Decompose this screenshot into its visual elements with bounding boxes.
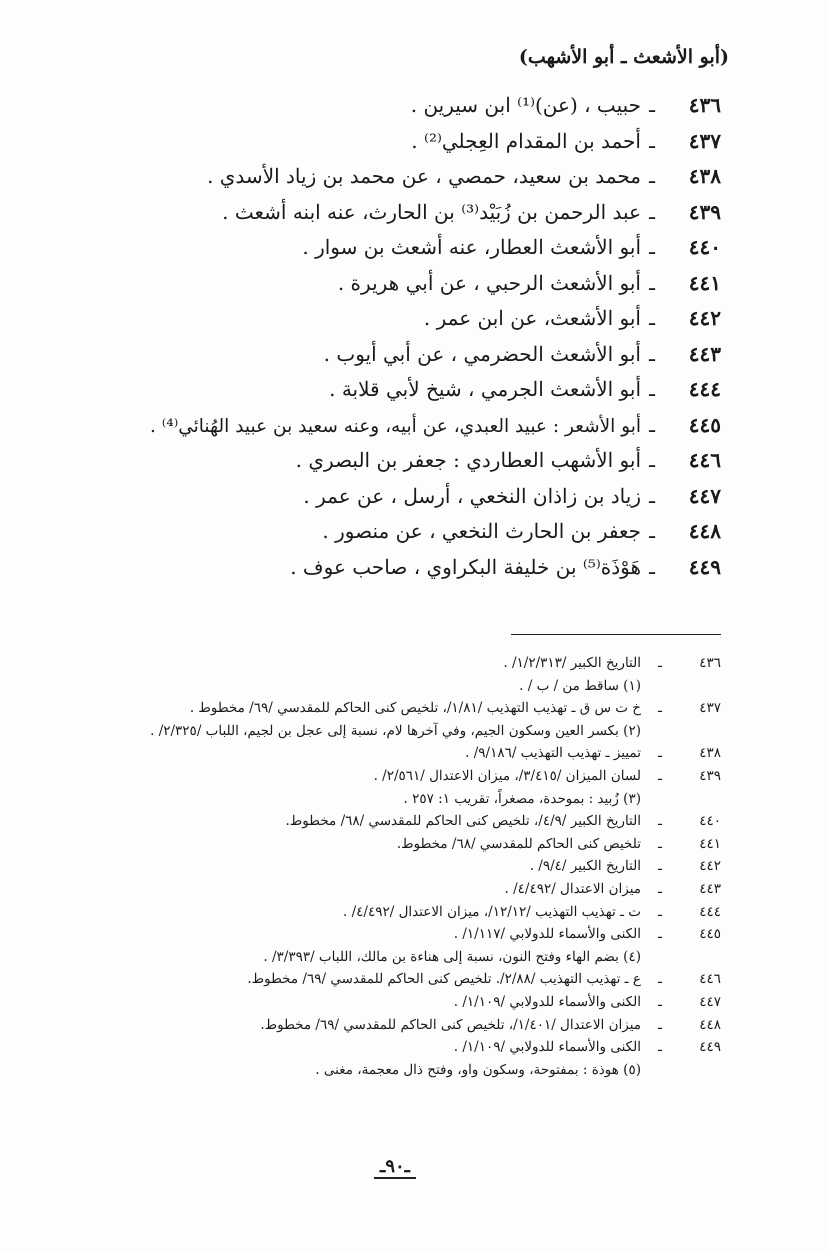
entry-448 — [21, 514, 721, 550]
footnote-line — [21, 810, 721, 833]
entry-list — [21, 88, 721, 585]
footnote-line — [21, 878, 721, 901]
footnote-line — [21, 697, 721, 720]
footnote-dash: ـ — [658, 1039, 662, 1056]
entry-442 — [21, 301, 721, 337]
entry-437 — [21, 124, 721, 160]
footnote-text: خ ت س ق ـ تهذيب التهذيب /١/٨١/، تلخيص كنى الحاكم للمقدسي /٦٩/ مخطوط . — [189, 700, 641, 717]
footnote-text: التاريخ الكبير /١/٢/٣١٣/ . — [503, 655, 641, 671]
footnote-dash: ـ — [658, 1016, 662, 1033]
footnote-text: (١) ساقط من / ب / . — [519, 677, 641, 694]
footnote-ref: ٤٣٧ — [699, 700, 721, 717]
entry-text: أبو الأشعث الرحبي ، عن أبي هريرة . — [337, 270, 641, 295]
entry-436 — [21, 88, 721, 124]
entry-text: أبو الأشهب العطاردي : جعفر بن البصري . — [295, 448, 641, 472]
footnote-dash: ـ — [658, 903, 662, 920]
footnote-line — [21, 652, 721, 675]
footnote-line — [21, 675, 721, 698]
footnote-text: ميزان الاعتدال /١/٤٠١/، تلخيص كنى الحاكم للمقدسي /٦٩/ مخطوط. — [260, 1016, 641, 1033]
footnote-line — [21, 765, 721, 788]
footnote-list — [21, 652, 721, 1081]
entry-449 — [21, 550, 721, 586]
footnote-dash: ـ — [658, 745, 662, 762]
footnote-dash: ـ — [658, 926, 662, 943]
footnote-line — [21, 901, 721, 924]
footnote-line — [21, 788, 721, 811]
entry-444 — [21, 372, 721, 408]
footnote-ref: ٤٤٩ — [699, 1039, 721, 1056]
footnote-text: الكنى والأسماء للدولابي /١/١٠٩/ . — [453, 1039, 641, 1056]
footnote-text: التاريخ الكبير /٩/٤/ . — [529, 858, 641, 875]
footnote-text: تلخيص كنى الحاكم للمقدسي /٦٨/ مخطوط. — [396, 835, 641, 852]
entry-number: ٤٤٤ — [688, 377, 721, 401]
footnote-ref: ٤٤١ — [699, 835, 721, 852]
entry-text: أبو الأشعث الجرمي ، شيخ لأبي قلابة . — [329, 377, 641, 401]
footnote-line — [21, 1014, 721, 1037]
footnote-line — [21, 855, 721, 878]
entry-443 — [21, 337, 721, 373]
entry-text: عبد الرحمن بن زُبَيْد⁽³⁾ بن الحارث، عنه ابنه أشعث . — [222, 199, 641, 224]
footnote-dash: ـ — [658, 993, 662, 1010]
entry-number: ٤٤٥ — [688, 412, 721, 437]
footnote-text: (٣) زُبيد : بموحدة، مصغراً، تقريب ١: ٢٥٧ . — [403, 790, 641, 807]
entry-text: جعفر بن الحارث النخعي ، عن منصور . — [322, 519, 641, 543]
footnote-dash: ـ — [658, 813, 662, 830]
footnote-line — [21, 968, 721, 991]
entry-dash: ـ — [649, 164, 655, 188]
footnote-ref: ٤٣٦ — [699, 655, 721, 671]
footnote-text: تمييز ـ تهذيب التهذيب /٩/١٨٦/ . — [465, 745, 641, 762]
footnote-text: التاريخ الكبير /٤/٩/، تلخيص كنى الحاكم للمقدسي /٦٨/ مخطوط. — [285, 813, 641, 830]
footnote-dash: ـ — [658, 880, 662, 897]
entry-dash: ـ — [649, 554, 655, 579]
entry-439 — [21, 195, 721, 231]
footnote-line — [21, 946, 721, 969]
entry-438 — [21, 159, 721, 195]
entry-number: ٤٣٨ — [688, 164, 721, 188]
footnote-line — [21, 991, 721, 1014]
entry-text: حبيب ، (عن)⁽¹⁾ ابن سيرين . — [410, 93, 641, 117]
entry-dash: ـ — [649, 270, 655, 295]
footnote-text: (٤) بضم الهاء وفتح النون، نسبة إلى هناءة بن مالك، اللباب /٣/٣٩٣/ . — [263, 948, 641, 965]
entry-dash: ـ — [649, 128, 655, 153]
entry-text: أبو الأشعر : عبيد العبدي، عن أبيه، وعنه سعيد بن عبيد الهُنائي⁽⁴⁾ . — [149, 415, 641, 437]
entry-dash: ـ — [649, 519, 655, 543]
footnote-text: ت ـ تهذيب التهذيب /١٢/١٢/، ميزان الاعتدال /٤/٤٩٢/ . — [343, 903, 641, 920]
entry-dash: ـ — [649, 306, 655, 330]
footnote-ref: ٤٣٨ — [699, 745, 721, 762]
footnote-text: الكنى والأسماء للدولابي /١/١١٧/ . — [453, 926, 641, 943]
entry-number: ٤٣٦ — [688, 93, 721, 117]
entry-number: ٤٣٩ — [688, 199, 721, 224]
footnote-text: الكنى والأسماء للدولابي /١/١٠٩/ . — [453, 993, 641, 1010]
entry-number: ٤٤٦ — [688, 448, 721, 472]
entry-text: زياد بن زاذان النخعي ، أرسل ، عن عمر . — [303, 483, 641, 508]
footnote-ref: ٤٤٧ — [699, 993, 721, 1010]
entry-number: ٤٤٨ — [688, 519, 721, 543]
entry-445 — [21, 408, 721, 444]
footnote-separator — [511, 634, 721, 635]
footnote-ref: ٤٤٣ — [699, 880, 721, 897]
footnote-dash: ـ — [658, 835, 662, 852]
footnote-ref: ٤٤٦ — [699, 971, 721, 988]
page-number — [340, 1156, 450, 1177]
entry-number: ٤٤٢ — [688, 306, 721, 330]
entry-number: ٤٤١ — [688, 270, 721, 295]
footnote-ref: ٤٤٥ — [699, 926, 721, 943]
footnote-ref: ٤٤٠ — [699, 813, 721, 830]
footnote-text: ع ـ تهذيب التهذيب /٢/٨٨/. تلخيص كنى الحاكم للمقدسي /٦٩/ مخطوط. — [247, 971, 641, 988]
footnote-ref: ٤٤٢ — [699, 858, 721, 875]
entry-text: أبو الأشعث الحضرمي ، عن أبي أيوب . — [323, 341, 641, 366]
footnote-text: لسان الميزان /٣/٤١٥/، ميزان الاعتدال /٢/٥٦١/ . — [373, 767, 641, 784]
running-header: (أبو الأشعث ـ أبو الأشهب) — [518, 46, 729, 68]
entry-446 — [21, 443, 721, 479]
entry-text: هَوْذَة⁽⁵⁾ بن خليفة البكراوي ، صاحب عوف . — [290, 554, 641, 579]
entry-number: ٤٣٧ — [688, 128, 721, 153]
footnote-dash: ـ — [658, 971, 662, 988]
footnote-dash: ـ — [658, 767, 662, 784]
footnote-dash: ـ — [658, 700, 662, 717]
entry-number: ٤٤٩ — [688, 554, 721, 579]
entry-dash: ـ — [649, 341, 655, 366]
footnote-ref: ٤٣٩ — [699, 767, 721, 784]
footnote-line — [21, 742, 721, 765]
entry-text: محمد بن سعيد، حمصي ، عن محمد بن زياد الأسدي . — [207, 164, 641, 188]
footnote-dash: ـ — [658, 858, 662, 875]
footnote-text: ميزان الاعتدال /٤/٤٩٢/ . — [504, 880, 641, 897]
entry-number: ٤٤٧ — [688, 483, 721, 508]
footnote-ref: ٤٤٤ — [699, 903, 721, 920]
entry-number: ٤٤٠ — [688, 235, 721, 259]
footnote-dash: ـ — [658, 655, 662, 671]
entry-dash: ـ — [649, 235, 655, 259]
entry-text: أحمد بن المقدام العِجلي⁽²⁾ . — [411, 128, 641, 153]
entry-441 — [21, 266, 721, 302]
entry-dash: ـ — [649, 93, 655, 117]
entry-number: ٤٤٣ — [688, 341, 721, 366]
entry-dash: ـ — [649, 412, 655, 437]
footnote-line — [21, 923, 721, 946]
entry-dash: ـ — [649, 448, 655, 472]
footnote-text: (٥) هوذة : بمفتوحة، وسكون واو، وفتح ذال معجمة، مغنى . — [315, 1061, 641, 1078]
entry-dash: ـ — [649, 483, 655, 508]
footnote-line — [21, 833, 721, 856]
footnote-line — [21, 1036, 721, 1059]
footnote-ref: ٤٤٨ — [699, 1016, 721, 1033]
entry-dash: ـ — [649, 377, 655, 401]
page-number-text: ـ٩٠ـ — [374, 1156, 416, 1179]
entry-text: أبو الأشعث، عن ابن عمر . — [423, 306, 641, 330]
footnote-text: (٢) بكسر العين وسكون الجيم، وفي آخرها لام، نسبة إلى عجل بن لجيم، اللباب /٢/٣٢٥/ . — [150, 722, 641, 739]
entry-447 — [21, 479, 721, 515]
footnote-line — [21, 720, 721, 743]
entry-text: أبو الأشعث العطار، عنه أشعث بن سوار . — [302, 235, 641, 259]
entry-440 — [21, 230, 721, 266]
footnote-line — [21, 1059, 721, 1082]
entry-dash: ـ — [649, 199, 655, 224]
